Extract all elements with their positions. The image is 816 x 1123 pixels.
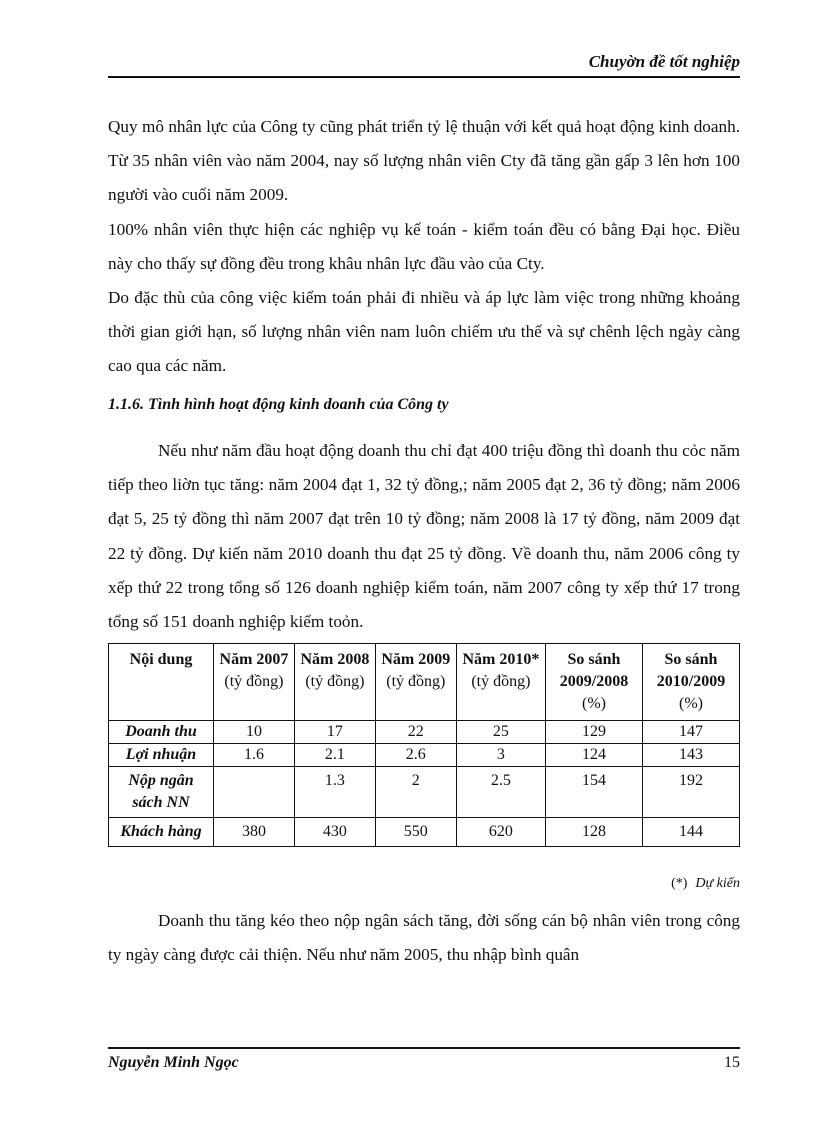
closing-text [108,904,740,972]
table-cell: 2.6 [375,744,456,767]
table-cell: 129 [546,721,643,744]
business-results-table [108,643,740,847]
table-cell: 10 [214,721,295,744]
row-label: Nộp ngân sách NN [109,767,214,818]
table-cell: 144 [643,818,740,847]
table-footnote [671,876,740,892]
table-cell: 147 [643,721,740,744]
section-paragraph: Nếu như năm đầu hoạt động doanh thu chỉ đạt 400 triệu đồng thì doanh thu cỏc năm tiếp theo liờn tục tăng: năm 2004 đạt 1, 32 tỷ đồng,; năm 2005 đạt 2, 36 tỷ đồng; năm 2006 đạt 5, 25 tỷ đồng thì năm 2007 đạt trên 10 tỷ đồng; năm 2008 là 17 tỷ đồng, năm 2009 đạt 22 tỷ đồng. Dự kiến năm 2010 doanh thu đạt 25 tỷ đồng. Về doanh thu, năm 2006 công ty xếp thứ 22 trong tổng số 126 doanh nghiệp kiểm toán, năm 2007 công ty xếp thứ 17 trong tổng số 151 doanh nghiệp kiểm toỏn. [108,441,740,632]
footer-divider [108,1047,740,1049]
section-heading: 1.1.6. Tình hình hoạt động kinh doanh của Công ty [108,396,449,413]
table-cell: 1.6 [214,744,295,767]
table-cell: 3 [456,744,545,767]
footer-author: Nguyễn Minh Ngọc [108,1054,239,1071]
table-row [109,721,740,744]
table-cell: 128 [546,818,643,847]
table-header-row [109,644,740,721]
table-header-cell: Năm 2008 (tỷ đồng) [294,644,375,721]
table-header-cell: So sánh 2010/2009 (%) [643,644,740,721]
closing-paragraph: Doanh thu tăng kéo theo nộp ngân sách tăng, đời sống cán bộ nhân viên trong công ty ngày càng được cải thiện. Nếu như năm 2005, thu nhập bình quân [108,911,740,965]
footnote-text: Dự kiến [695,876,740,891]
header-divider [108,76,740,78]
table-row [109,767,740,818]
table-cell: 2.1 [294,744,375,767]
page-number: 15 [724,1054,740,1071]
table-cell: 380 [214,818,295,847]
table-row [109,818,740,847]
table-cell: 143 [643,744,740,767]
table-cell: 2.5 [456,767,545,818]
section-text [108,434,740,639]
table-cell: 17 [294,721,375,744]
table-cell: 620 [456,818,545,847]
intro-paragraph-3: Do đặc thù của công việc kiểm toán phải đi nhiều và áp lực làm việc trong những khoảng thời gian giới hạn, số lượng nhân viên nam luôn chiếm ưu thế và sự chênh lệch ngày càng cao qua các năm. [108,288,740,376]
header-title: Chuyờn đề tốt nghiệp [588,52,740,71]
table-header-cell: Nội dung [109,644,214,721]
table-cell: 124 [546,744,643,767]
table-cell: 22 [375,721,456,744]
table-cell [214,767,295,818]
intro-paragraph-2: 100% nhân viên thực hiện các nghiệp vụ kế toán - kiểm toán đều có bằng Đại học. Điều này cho thấy sự đồng đều trong khâu nhân lực đầu vào của Cty. [108,219,740,273]
footnote-mark: (*) [671,876,688,891]
table-header-cell: Năm 2010* (tỷ đồng) [456,644,545,721]
table-row [109,744,740,767]
row-label: Lợi nhuận [109,744,214,767]
table-cell: 550 [375,818,456,847]
row-label: Khách hàng [109,818,214,847]
table-cell: 192 [643,767,740,818]
table-cell: 154 [546,767,643,818]
table-cell: 430 [294,818,375,847]
table-cell: 25 [456,721,545,744]
row-label: Doanh thu [109,721,214,744]
table-cell: 2 [375,767,456,818]
table-header-cell: Năm 2007 (tỷ đồng) [214,644,295,721]
table-header-cell: Năm 2009 (tỷ đồng) [375,644,456,721]
table-header-cell: So sánh 2009/2008 (%) [546,644,643,721]
intro-text [108,110,740,384]
intro-paragraph-1: Quy mô nhân lực của Công ty cũng phát triển tỷ lệ thuận với kết quả hoạt động kinh doanh. Từ 35 nhân viên vào năm 2004, nay số lượng nhân viên Cty đã tăng gần gấp 3 lên hơn 100 người vào cuối năm 2009. [108,117,740,205]
table-cell: 1.3 [294,767,375,818]
